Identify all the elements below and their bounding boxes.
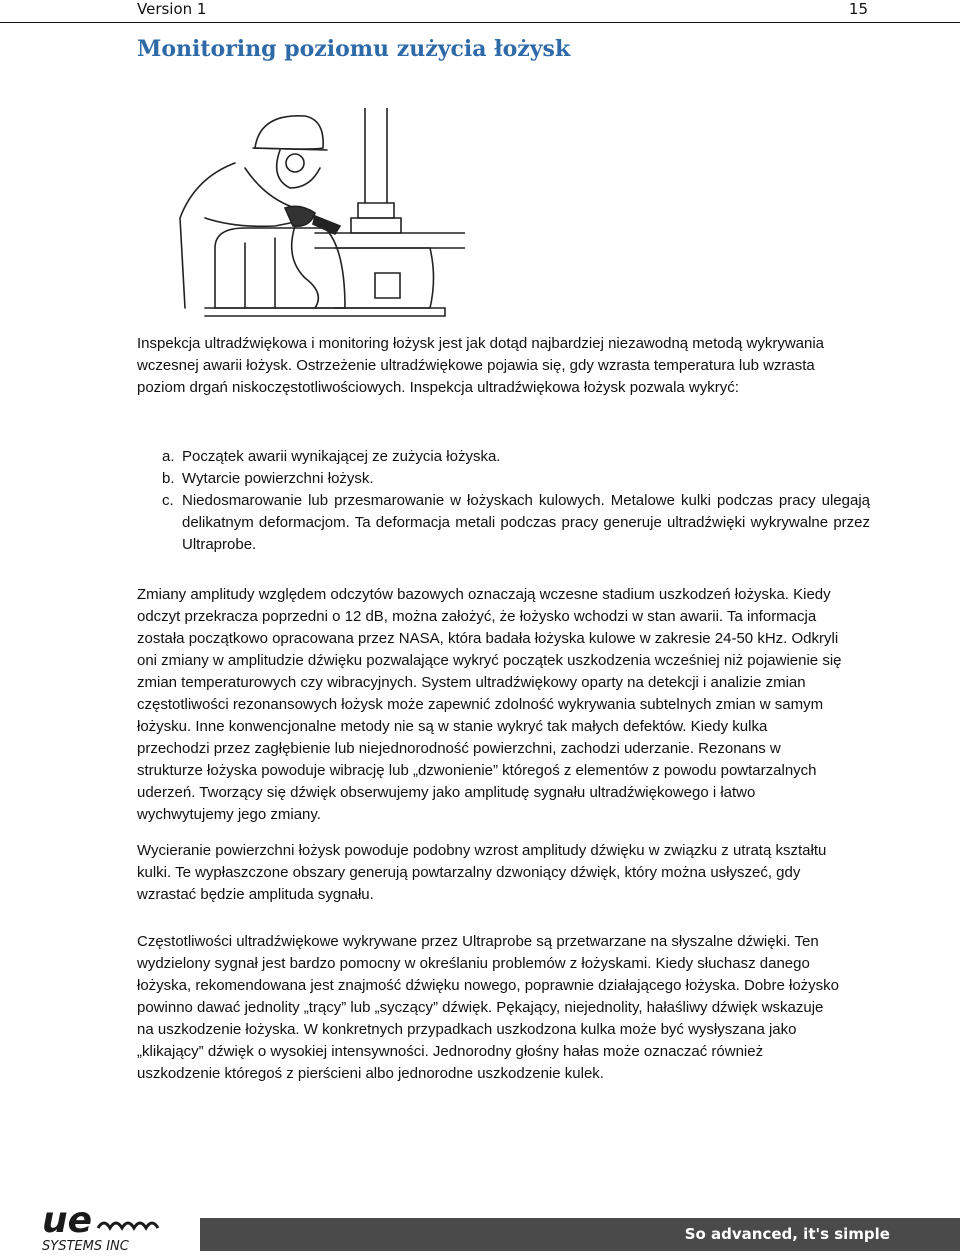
list-item <box>162 446 870 468</box>
paragraph-audible <box>137 931 843 1085</box>
intro-text: Inspekcja ultradźwiękowa i monitoring łożysk jest jak dotąd najbardziej niezawodną metodą wykrywania wczesnej awarii łożysk. Ostrzeżenie ultradźwiękowe pojawia się, gdy wzrasta temperatura lub wzrasta poziom drgań niskoczęstotliwościowych. Inspekcja ultradźwiękowa łożysk pozwala wykryć: <box>137 335 825 396</box>
page-number: 15 <box>848 0 868 18</box>
page-title: Monitoring poziomu zużycia łożysk <box>137 36 571 62</box>
list-marker: a. <box>162 448 175 465</box>
list-item-text: Początek awarii wynikającej ze zużycia łożyska. <box>182 448 501 465</box>
version-label: Version 1 <box>137 0 207 18</box>
list-item-text: Niedosmarowanie lub przesmarowanie w łożyskach kulowych. Metalowe kulki podczas pracy ulegają delikatnym deformacjom. Ta deformacja metali podczas pracy generuje ultradźwięki wykrywalne przez Ultraprobe. <box>182 492 870 553</box>
svg-text:ue: ue <box>42 1200 93 1241</box>
page-footer <box>0 1198 960 1254</box>
list-marker: b. <box>162 470 175 487</box>
ue-systems-logo <box>40 1198 180 1254</box>
paragraph-text: Wycieranie powierzchni łożysk powoduje podobny wzrost amplitudy dźwięku w związku z utratą kształtu kulki. Te wypłaszczone obszary generują powtarzalny dzwoniący dźwięk, który można usłyszeć, gdy wzrastać będzie amplituda sygnału. <box>137 842 827 903</box>
paragraph-text: Częstotliwości ultradźwiękowe wykrywane przez Ultraprobe są przetwarzane na słyszalne dźwięki. Ten wydzielony sygnał jest bardzo pomocny w określaniu problemów z łożyskami. Kiedy słuchasz danego łożyska, rekomendowana jest znajmość dźwięku nowego, poprawnie działającego łożyska. Dobre łożysko powinno dawać jednolity „trący” lub „syczący” dźwięk. Pękający, niejednolity, hałaśliwy dźwięk wskazuje na uszkodzenie łożyska. W konkretnych przypadkach uszkodzona kulka może być wysłyszana jako „klikający” dźwięk o wysokiej intensywności. Jednorodny głośny hałas może oznaczać również uszkodzenie któregoś z pierścieni albo jednorodne uszkodzenie kulek. <box>137 933 840 1082</box>
list-item <box>162 490 870 556</box>
technician-illustration <box>175 108 465 318</box>
footer-tagline-bar <box>200 1218 960 1251</box>
paragraph-amplitude <box>137 584 843 826</box>
detection-list <box>162 446 870 556</box>
list-item <box>162 468 870 490</box>
paragraph-wear <box>137 840 843 906</box>
svg-text:SYSTEMS INC: SYSTEMS INC <box>42 1239 129 1254</box>
list-marker: c. <box>162 492 174 509</box>
list-item-text: Wytarcie powierzchni łożysk. <box>182 470 374 487</box>
paragraph-text: Zmiany amplitudy względem odczytów bazowych oznaczają wczesne stadium uszkodzeń łożyska. Kiedy odczyt przekracza poprzedni o 12 dB, można założyć, że łożysko wchodzi w stan awarii. Ta informacja została początkowo opracowana przez NASA, która badała łożyska kulowe w zakresie 24-50 kHz. Odkryli oni zmiany w amplitudzie dźwięku pozwalające wykryć początek uszkodzenia wcześniej niż pojawienie się zmian temperaturowych czy wibracyjnych. System ultradźwiękowy oparty na detekcji i analizie zmian częstotliwości rezonansowych łożysk może zapewnić zdolność wykrywania subtelnych zmian w samym łożysku. Inne konwencjonalne metody nie są w stanie wykryć tak małych defektów. Kiedy kulka przechodzi przez zagłębienie lub niejednorodność powierzchni, zachodzi uderzanie. Rezonans w strukturze łożyska powoduje wibrację lub „dzwonienie” któregoś z elementów z powodu powtarzalnych uderzeń. Tworzący się dźwięk obserwujemy jako amplitudę sygnału ultradźwiękowego i łatwo wychwytujemy jego zmiany. <box>137 586 842 823</box>
footer-tagline: So advanced, it's simple <box>684 1225 890 1243</box>
intro-paragraph <box>137 333 843 399</box>
page-header <box>0 0 960 23</box>
